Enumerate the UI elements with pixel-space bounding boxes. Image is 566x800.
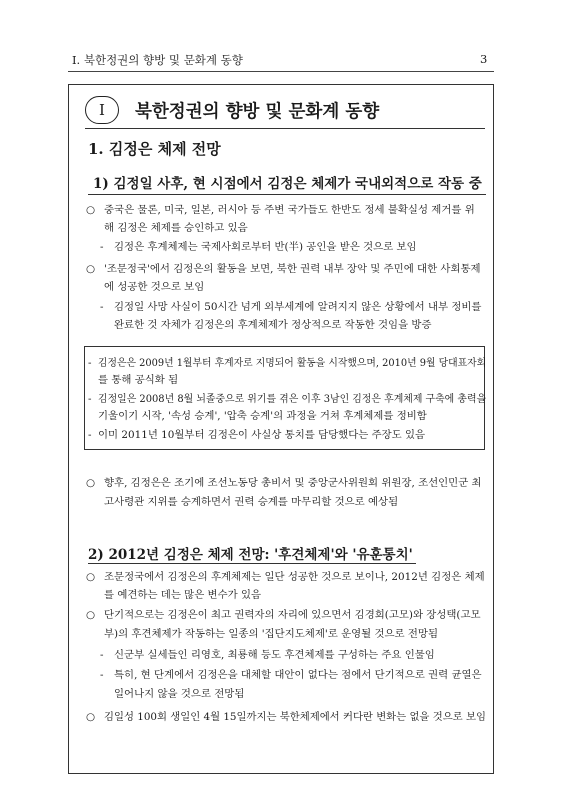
- bullet-text: 김일성 100회 생일인 4월 15일까지는 북한체제에서 커다란 변화는 없을 것으로 보임: [104, 711, 486, 723]
- note-item-text: 김정일은 2008년 8월 뇌졸중으로 위기를 겪은 이후 3남인 김정은 후계체제 구축에 총력을: [98, 393, 487, 405]
- subsection-1-rule: [88, 194, 486, 195]
- subsection-1-title: 1) 김정일 사후, 현 시점에서 김정은 체제가 국내외적으로 작동 중: [93, 176, 482, 192]
- subsection-2-rule: [88, 563, 416, 564]
- bullet-text: 향후, 김정은은 조기에 조선노동당 총비서 및 중앙군사위원회 위원장, 조선인민군 최: [104, 477, 482, 489]
- bullet-text: 를 예견하는 데는 많은 변수가 있음: [104, 589, 262, 601]
- chapter-rule: [85, 128, 485, 129]
- bullet-text: 에 성공한 것으로 보임: [104, 281, 205, 293]
- sub-bullet-text: 신군부 실세들인 리영호, 최룡해 등도 후견체제를 구성하는 주요 인물임: [114, 649, 435, 661]
- bullet-text: 조문정국에서 김정은의 후계체제는 일단 성공한 것으로 보이나, 2012년 김정은 체제: [104, 571, 485, 583]
- bullet-marker: ○: [86, 609, 96, 621]
- sub-bullet-text: 특히, 현 단계에서 김정은을 대체할 대안이 없다는 점에서 단기적으로 권력 균열은: [114, 669, 482, 681]
- sub-bullet-marker: -: [100, 649, 104, 661]
- note-item-marker: -: [88, 393, 92, 405]
- bullet-text: 단기적으로는 김정은이 최고 권력자의 자리에 있으면서 김경희(고모)와 장성택(고모: [104, 609, 481, 621]
- note-item-marker: -: [88, 357, 92, 369]
- page-number: 3: [480, 52, 488, 66]
- bullet-text: 중국은 물론, 미국, 일본, 러시아 등 주변 국가들도 한반도 정세 불확실성 제거를 위: [104, 204, 475, 216]
- running-header: I. 북한정권의 향방 및 문화계 동향: [72, 53, 243, 67]
- bullet-marker: ○: [86, 571, 96, 583]
- bullet-marker: ○: [86, 477, 96, 489]
- chapter-numeral-badge: I: [85, 96, 119, 124]
- sub-bullet-marker: -: [100, 669, 104, 681]
- section-title: 1. 김정은 체제 전망: [88, 140, 221, 158]
- subsection-2-title: 2) 2012년 김정은 체제 전망: '후견체제'와 '유훈통치': [88, 547, 413, 563]
- sub-bullet-text: 김정일 사망 사실이 50시간 넘게 외부세계에 알려지지 않은 상황에서 내부 정비를: [114, 301, 482, 313]
- bullet-text: '조문정국'에서 김정은의 활동을 보면, 북한 권력 내부 장악 및 주민에 대한 사회통제: [104, 263, 481, 275]
- sub-bullet-text: 완료한 것 자체가 김정은의 후계체제가 정상적으로 작동한 것임을 방증: [114, 319, 432, 331]
- note-item-text: 를 통해 공식화 됨: [98, 374, 179, 386]
- sub-bullet-text: 김정은 후계체제는 국제사회로부터 반(半) 공인을 받은 것으로 보임: [114, 241, 417, 253]
- sub-bullet-marker: -: [100, 301, 104, 313]
- note-item-text: 기울이기 시작, '속성 승계', '압축 승계'의 과정을 거쳐 후계체제를 정비함: [98, 410, 427, 422]
- bullet-text: 고사령관 지위를 승계하면서 권력 승계를 마무리할 것으로 예상됨: [104, 496, 399, 508]
- chapter-title: 북한정권의 향방 및 문화계 동향: [135, 102, 380, 122]
- bullet-text: 부)의 후견체제가 작동하는 일종의 '집단지도체제'로 운영될 것으로 전망됨: [104, 628, 439, 640]
- note-item-marker: -: [88, 429, 92, 441]
- sub-bullet-text: 일어나지 않을 것으로 전망됨: [114, 688, 245, 700]
- note-item-text: 김정은은 2009년 1월부터 후계자로 지명되어 활동을 시작했으며, 2010년 9월 당대표자회: [98, 357, 487, 369]
- bullet-marker: ○: [86, 711, 96, 723]
- bullet-text: 해 김정은 체제를 승인하고 있음: [104, 222, 248, 234]
- bullet-marker: ○: [86, 263, 96, 275]
- note-item-text: 이미 2011년 10월부터 김정은이 사실상 통치를 담당했다는 주장도 있음: [98, 429, 426, 441]
- header-rule: [68, 71, 494, 72]
- sub-bullet-marker: -: [100, 241, 104, 253]
- bullet-marker: ○: [86, 204, 96, 216]
